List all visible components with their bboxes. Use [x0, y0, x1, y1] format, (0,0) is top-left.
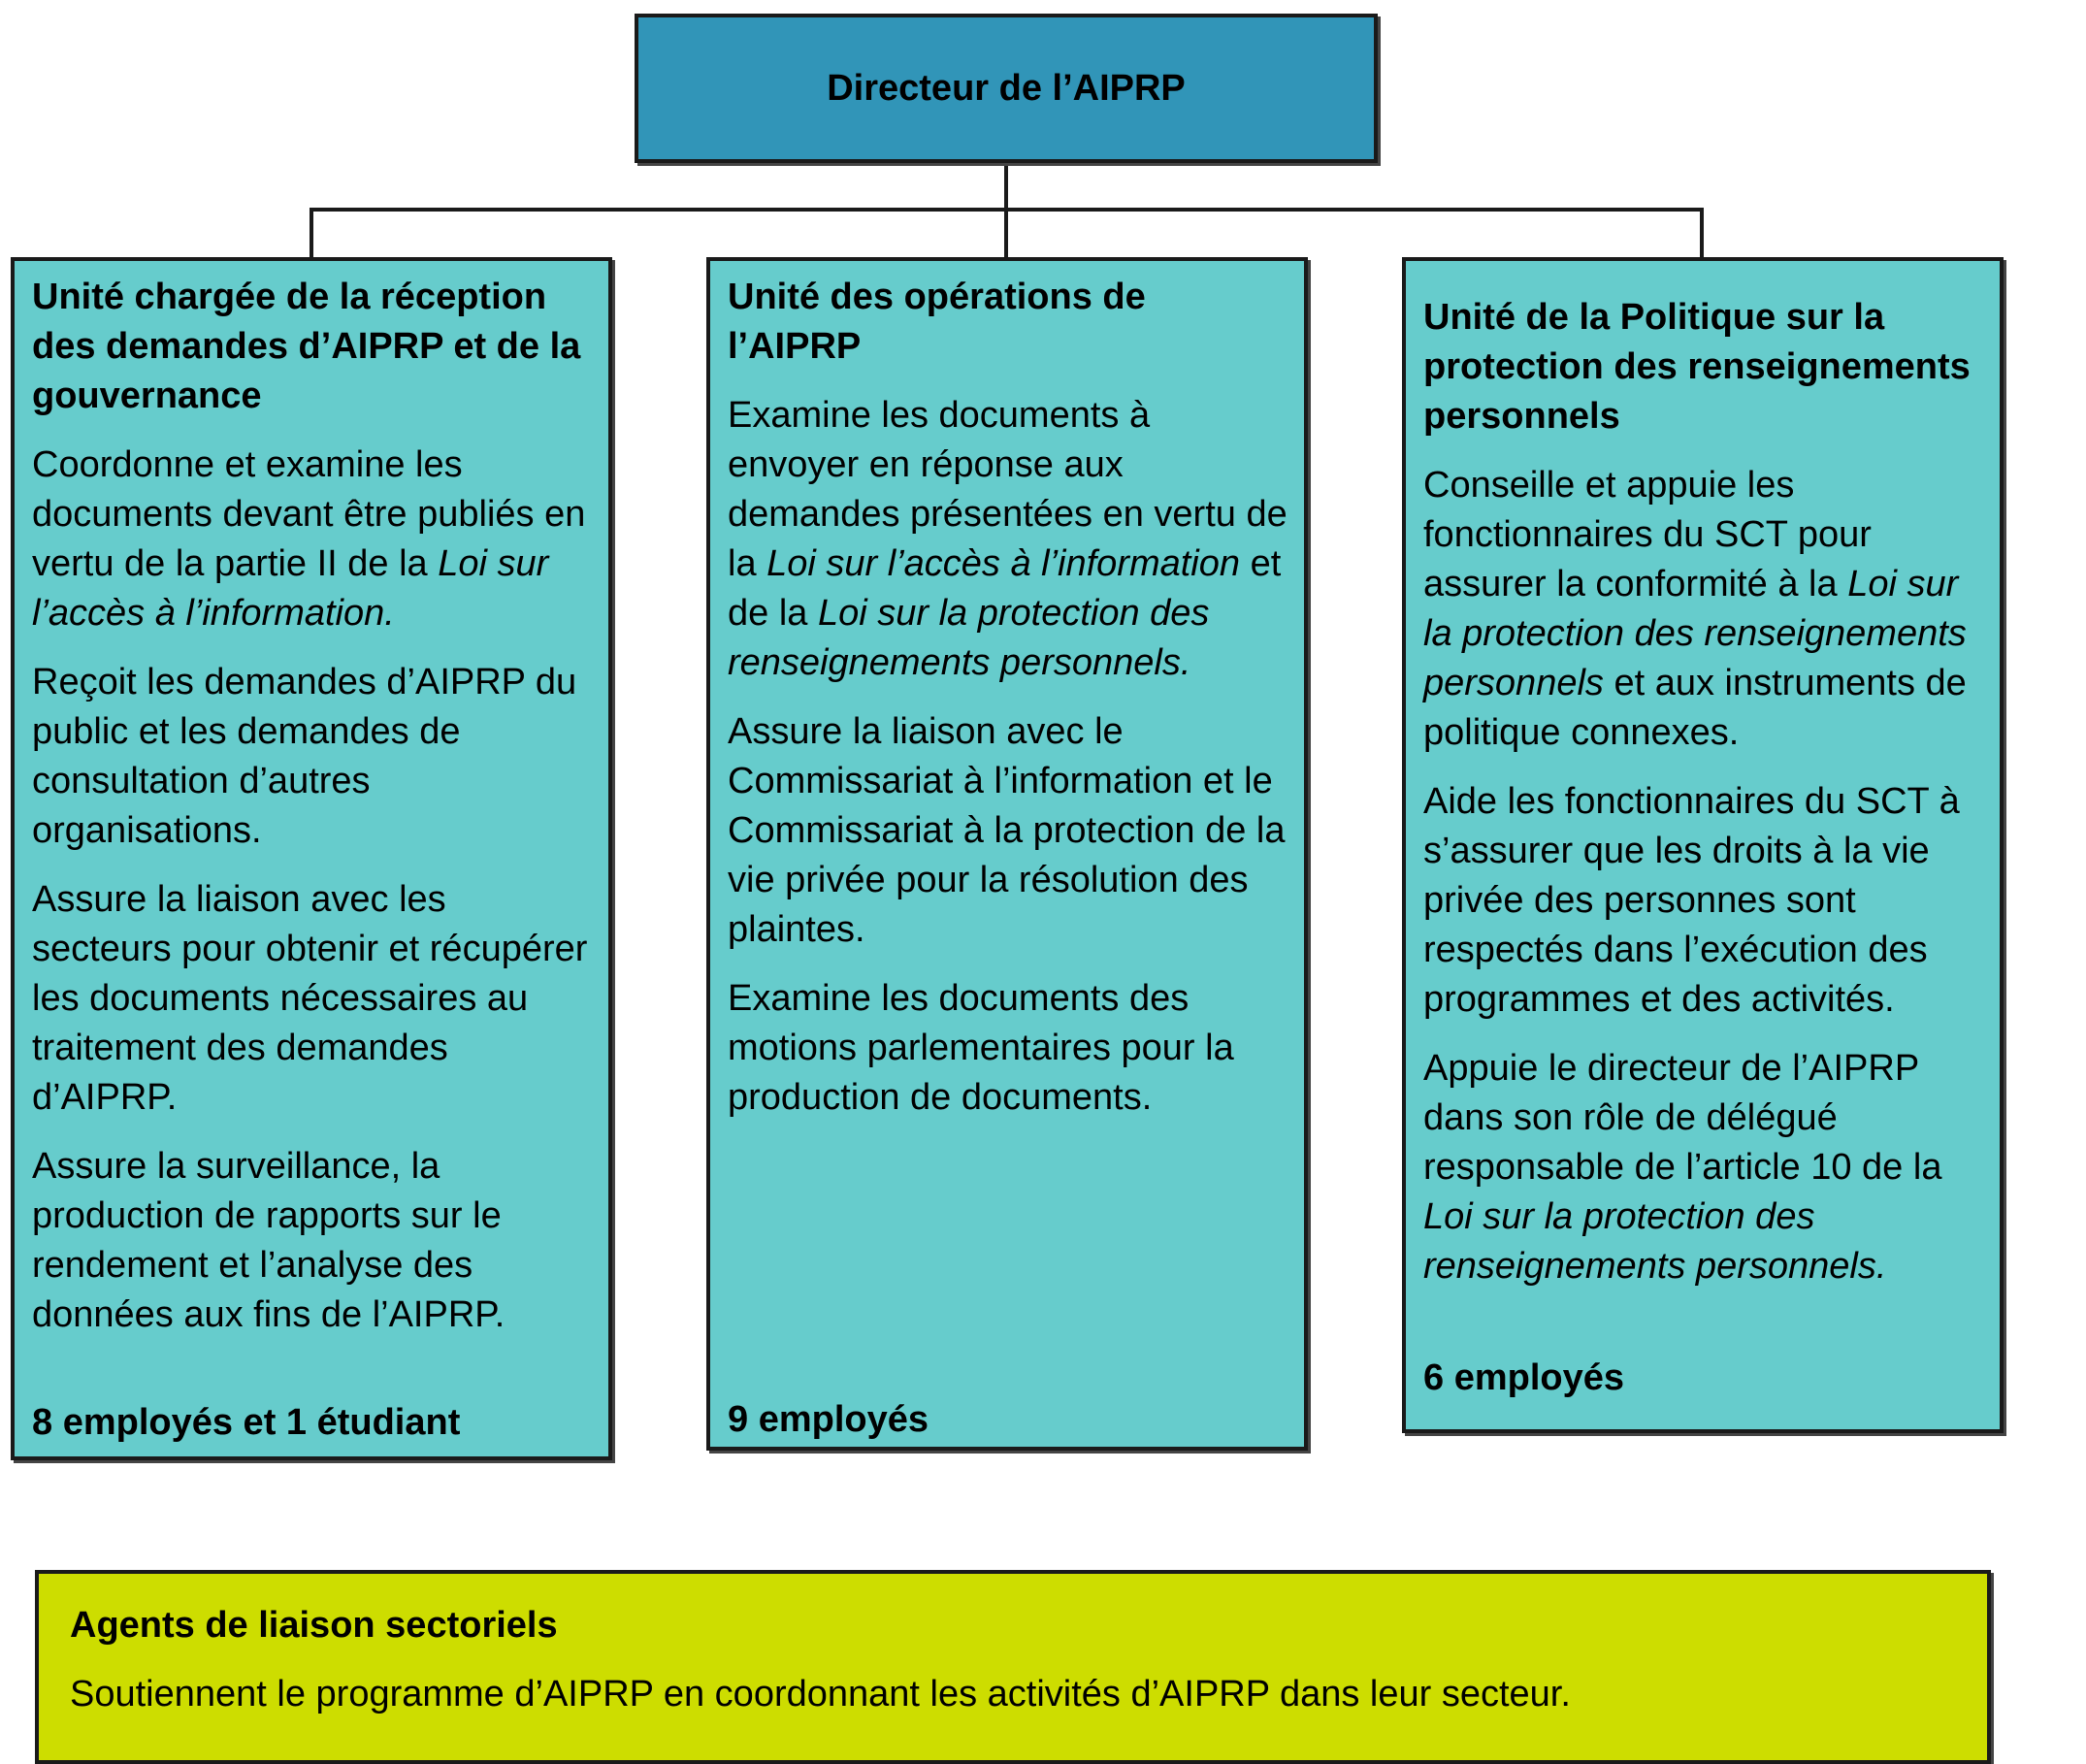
staff-count: 8 employés et 1 étudiant: [32, 1402, 461, 1443]
liaison-title: Agents de liaison sectoriels: [70, 1605, 558, 1646]
staff-count: 6 employés: [1423, 1357, 1624, 1398]
unit-paragraph: Assure la liaison avec les secteurs pour obtenir et récupérer les documents nécessaires au traitement des demandes d’AIPRP.: [32, 879, 588, 1118]
unit-title: Unité chargée de la réception des demandes d’AIPRP et de la gouvernance: [32, 277, 581, 416]
director-title: Directeur de l’AIPRP: [827, 67, 1186, 109]
unit-paragraph: Examine les documents à envoyer en réponse aux demandes présentées en vertu de la Loi sur l’accès à l’information et de la Loi sur la protection des renseignements personnels.: [728, 395, 1287, 683]
unit-paragraph: Conseille et appuie les fonctionnaires du SCT pour assurer la conformité à la Loi sur la protection des renseignements personnels et aux instruments de politique connexes.: [1423, 465, 1967, 753]
director-box: [635, 14, 1378, 163]
unit-reception-box: [11, 257, 612, 1460]
unit-operations-box: [706, 257, 1308, 1451]
staff-count: 9 employés: [728, 1399, 929, 1440]
unit-paragraph: Assure la surveillance, la production de rapports sur le rendement et l’analyse des données aux fins de l’AIPRP.: [32, 1146, 505, 1335]
unit-paragraph: Examine les documents des motions parlementaires pour la production de documents.: [728, 978, 1234, 1118]
unit-paragraph: Coordonne et examine les documents devant être publiés en vertu de la partie II de la Loi sur l’accès à l’information.: [32, 444, 586, 634]
unit-title: Unité des opérations de l’AIPRP: [728, 277, 1146, 367]
unit-paragraph: Aide les fonctionnaires du SCT à s’assurer que les droits à la vie privée des personnes sont respectés dans l’exécution des programmes et des activités.: [1423, 781, 1960, 1020]
liaison-box: [35, 1570, 1991, 1764]
unit-paragraph: Reçoit les demandes d’AIPRP du public et les demandes de consultation d’autres organisations.: [32, 662, 577, 851]
connector-vertical-unit-3: [1700, 208, 1704, 257]
unit-title: Unité de la Politique sur la protection des renseignements personnels: [1423, 297, 1971, 437]
unit-paragraph: Appuie le directeur de l’AIPRP dans son rôle de délégué responsable de l’article 10 de la Loi sur la protection des renseignements personnels.: [1423, 1048, 1942, 1287]
connector-horizontal: [310, 208, 1704, 212]
unit-paragraph: Assure la liaison avec le Commissariat à l’information et le Commissariat à la protection de la vie privée pour la résolution des plaintes.: [728, 711, 1286, 950]
connector-vertical-unit-1: [310, 208, 313, 257]
unit-privacy-policy-box: [1402, 257, 2004, 1433]
liaison-text: Soutiennent le programme d’AIPRP en coordonnant les activités d’AIPRP dans leur secteur.: [70, 1674, 1571, 1715]
